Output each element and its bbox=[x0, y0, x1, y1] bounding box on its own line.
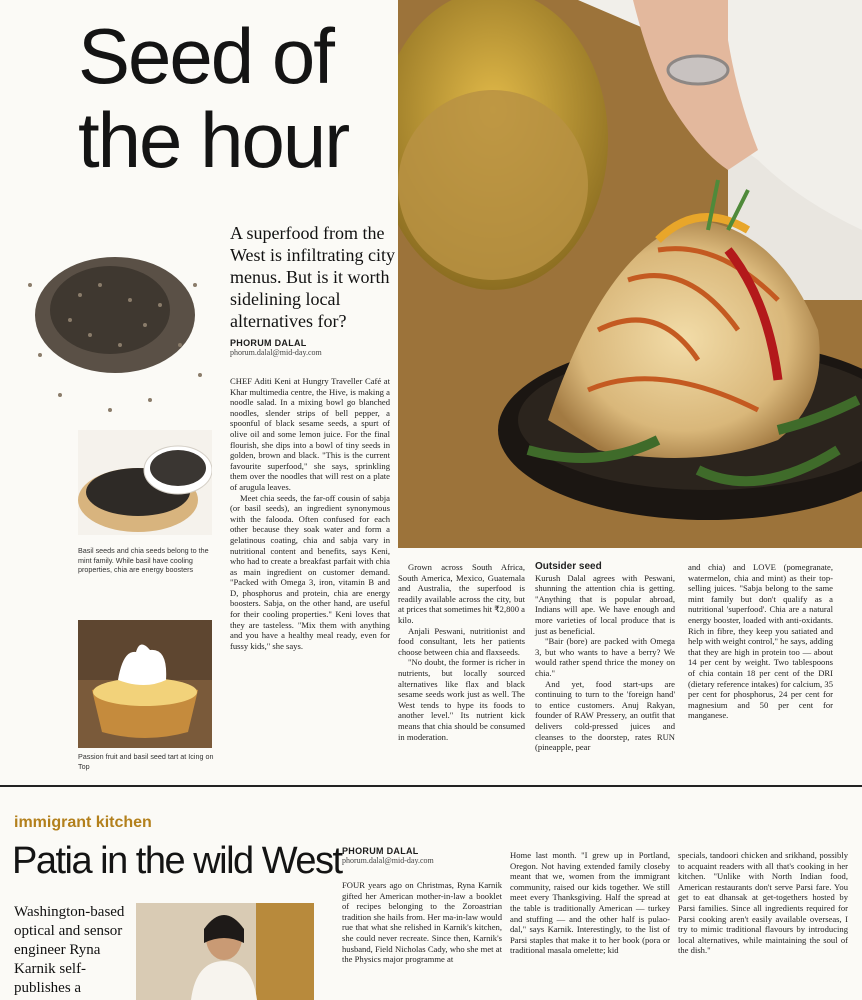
caption-seed-bowls: Basil seeds and chia seeds belong to the mint family. While basil have cooling properties, chia are energy boosters bbox=[78, 546, 209, 574]
paragraph: Kurush Dalal agrees with Peswani, shunning the attention chia is getting. "Anything that is popular abroad, Indians will ape. We have enough and more varieties of local produce that is just as beneficial. bbox=[535, 572, 675, 636]
paragraph: And yet, food start-ups are continuing to turn to the 'foreign hand' to entice customers. Anuj Rakyan, founder of RAW Pressery, an outfit that delivers cold-pressed juices and cleanses to the doorstep, rates RUN (pineapple, pear bbox=[535, 678, 675, 753]
paragraph: Grown across South Africa, South America, Mexico, Guatemala and Australia, the superfood is readily available across the city, but at prices that sometimes hit ₹2,800 a kilo. bbox=[398, 562, 525, 625]
body-column-3 bbox=[535, 562, 675, 753]
paragraph: and chia) and LOVE (pomegranate, watermelon, chia and mint) as their top-selling juices. "Sabja belong to the same mint family but don't qualify as a nutritional 'superfood'. Chia are a natural energy booster, loaded with anti-oxidants. Rich in fibre, they keep you satiated and help with weight control," he says, adding that they are high in protein too — about 14 per cent by weight. Two tablespoons of chia contain 18 per cent of the DRI (dietary reference intakes) for calcium, 35 per cent for phosphorus, 24 per cent for magnesium and 50 per cent for manganese. bbox=[688, 562, 833, 721]
paragraph: "Bair (bore) are packed with Omega 3, but who wants to have a berry? We would rather spend thrice the money on chia." bbox=[535, 636, 675, 678]
section-kicker: immigrant kitchen bbox=[14, 814, 152, 831]
article2-column-1 bbox=[342, 880, 502, 965]
caption-tart: Passion fruit and basil seed tart at Icing on Top bbox=[78, 752, 214, 771]
tart-image bbox=[78, 620, 212, 748]
byline-email: phorum.dalal@mid-day.com bbox=[342, 856, 434, 865]
article2-byline bbox=[342, 846, 502, 865]
article2-column-2 bbox=[510, 850, 670, 956]
paragraph: FOUR years ago on Christmas, Ryna Karnik gifted her American mother-in-law a booklet of recipes belonging to the Zoroastrian tradition she hails from. Her ma-in-law would rue that what she relished in Karnik's kitchen, she could never recreate. Since then, Karnik's husband, Field Nicholas Cady, who she met at the Physics major programme at bbox=[342, 880, 502, 965]
article-title bbox=[78, 14, 398, 182]
paragraph: Meet chia seeds, the far-off cousin of sabja (or basil seeds), an ingredient synonymous with the falooda. Often confused for each other because they soak water and form a gelatinous coating, chia and sabja vary in nutritional content and benefits, says Keni, who had to create a breakfast parfait with chia as main ingredient on customer demand. "Packed with Omega 3, iron, vitamin B and D, phosphorus and protein, chia are energy boosters. Sabja, on the other hand, are useful for their cooling properties." Keni loves that they are tasteless. "Mix them with anything and you have a healthy meal ready, even for fussy kids," she says. bbox=[230, 492, 390, 651]
paragraph: CHEF Aditi Keni at Hungry Traveller Café at Khar multimedia centre, the Hive, is making a noodle salad. In a mixing bowl go blanched noodles, slender strips of bell pepper, a spoonful of black sesame seeds, a spurt of olive oil and some lemon juice. For the final flourish, she dips into a bowl of tiny seeds in golden, brown and black. "This is the current favourite superfood," she says, sprinkling them over the noodles that will rest on a plate of arugula leaves. bbox=[230, 376, 390, 492]
paragraph: "No doubt, the former is richer in nutrients, but locally sourced alternatives like flax and black sesame seeds work just as well. The West tends to hype its foods to another level." Its nutrient kick means that chia should be consumed in moderation. bbox=[398, 657, 525, 742]
article2-deck: Washington-based optical and sensor engineer Ryna Karnik self-publishes a bbox=[14, 904, 125, 996]
title-line-1: Seed of bbox=[78, 12, 333, 100]
paragraph: Anjali Peswani, nutritionist and food consultant, lets her patients choose between chia and flaxseeds. bbox=[398, 625, 525, 657]
section-divider bbox=[0, 785, 862, 787]
subhead-outsider-seed: Outsider seed bbox=[535, 561, 602, 572]
bride-photo bbox=[136, 903, 314, 1000]
byline-email: phorum.dalal@mid-day.com bbox=[230, 348, 322, 357]
byline bbox=[230, 338, 400, 357]
chia-seeds-image bbox=[10, 225, 220, 420]
byline-author: PHORUM DALAL bbox=[342, 846, 419, 856]
body-column-2 bbox=[398, 562, 525, 742]
article2-title: Patia in the wild West bbox=[12, 840, 342, 882]
article-deck: A superfood from the West is infiltrating city menus. But is it worth sidelining local alternatives for? bbox=[230, 223, 396, 331]
body-column-4 bbox=[688, 562, 833, 721]
title-line-2: the hour bbox=[78, 96, 349, 184]
paragraph: specials, tandoori chicken and srikhand, possibly to acquaint readers with all that's cooking in her kitchen. "Unlike with North Indian food, American restaurants don't serve Parsi fare. You get to eat dhansak at get-togethers hosted by Parsi families. Since all ingredients required for Parsi cooking aren't easily available overseas, I try to mimic traditional flavours by introducing local alternatives, while maintaining the soul of the dish." bbox=[678, 850, 848, 956]
body-column-1 bbox=[230, 376, 390, 651]
paragraph: Home last month. "I grew up in Portland, Oregon. Not having extended family closeby meant that we, women from the immigrant community, raised our kids together. We still meet every Thanksgiving. Half the spread at the table is traditionally American — turkey and stuffing — and the other half is pulao-dal," says Karnik. Interestingly, to the list of Parsi staples that make it to her book (pora or traditional masala omelette; kid bbox=[510, 850, 670, 956]
article2-column-3 bbox=[678, 850, 848, 956]
noodle-salad-photo bbox=[398, 0, 862, 548]
byline-author: PHORUM DALAL bbox=[230, 338, 307, 348]
seed-bowls-image bbox=[78, 430, 212, 535]
